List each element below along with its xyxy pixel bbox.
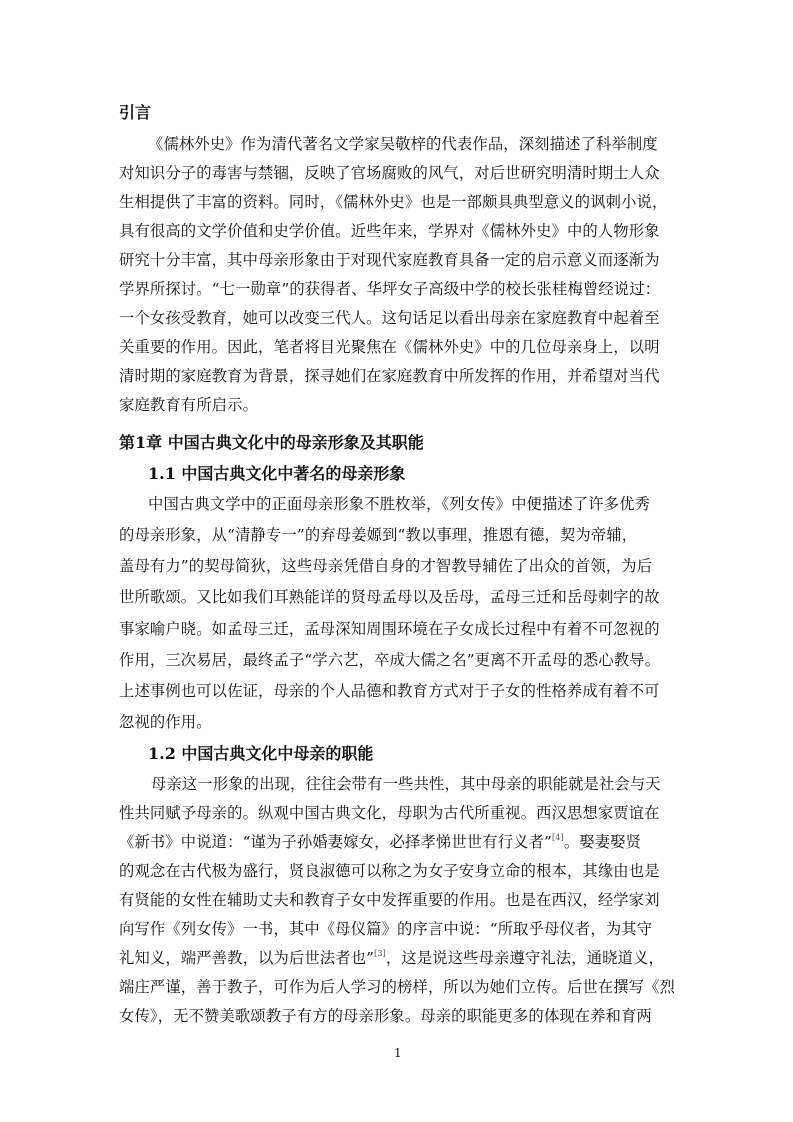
section1-line: 的母亲形象，从“清静专一”的弃母姜嫄到“教以事理，推恩有德，契为帝辅， [119,526,638,544]
intro-line: 清时期的家庭教育为背景，探寻她们在家庭教育中所发挥的作用，并希望对当代 [119,367,660,385]
section1-line: 上述事例也可以佐证，母亲的个人品德和教育方式对于子女的性格养成有着不可 [119,682,660,700]
section2-line-text: 礼知义，端严善教，以为后世法者也” [119,949,375,967]
intro-line: 学界所探讨。“七一勋章”的获得者、华坪女子高级中学的校长张桂梅曾经说过： [119,280,661,298]
intro-line: 对知识分子的毒害与禁锢，反映了官场腐败的风气，对后世研究明清时期士人众 [119,164,660,182]
section1-line: 作用，三次易居，最终孟子“学六艺，卒成大儒之名”更离不开孟母的悉心教导。 [119,651,661,669]
citation-ref: [3] [374,949,386,958]
section2-line: 端庄严谨，善于教子，可作为后人学习的榜样，所以为她们立传。后世在撰写《烈 [119,978,676,996]
section2-line [119,946,664,968]
section-heading: 1.1 中国古典文化中著名的母亲形象 [148,464,406,483]
section1-line: 事家喻户晓。如孟母三迁，孟母深知周围环境在子女成长过程中有着不可忽视的 [119,620,660,638]
intro-line: 关重要的作用。因此，笔者将目光聚焦在《儒林外史》中的几位母亲身上，以明 [119,338,660,356]
intro-line: 家庭教育有所启示。 [119,396,259,414]
intro-line: 生相提供了丰富的资料。同时，《儒林外史》也是一部颇具典型意义的讽刺小说， [119,193,668,211]
section2-line-tail: ，这是说这些母亲遵守礼法，通晓道义， [385,949,664,967]
section1-line: 中国古典文学中的正面母亲形象不胜枚举，《列女传》中便描述了许多优秀 [148,495,651,513]
section1-line: 盖母有力”的契母简狄，这些母亲凭借自身的才智教导辅佐了出众的首领，为后 [119,557,653,575]
section2-line: 有贤能的女性在辅助丈夫和教育子女中发挥重要的作用。也是在西汉，经学家刘 [119,891,660,909]
section1-line: 忽视的作用。 [119,713,212,731]
intro-line: 研究十分丰富，其中母亲形象由于对现代家庭教育具备一定的启示意义而逐渐为 [119,251,660,269]
chapter-heading: 第1章 中国古典文化中的母亲形象及其职能 [119,433,424,452]
section2-line [119,830,641,852]
section2-line: 性共同赋予母亲的。纵观中国古典文化，母职为古代所重视。西汉思想家贾谊在 [119,804,660,822]
page-number: 1 [394,1046,402,1060]
intro-line: 一个女孩受教育，她可以改变三代人。这句话足以看出母亲在家庭教育中起着至 [119,309,660,327]
section1-line: 世所歌颂。又比如我们耳熟能详的贤母孟母以及岳母，孟母三迁和岳母刺字的故 [119,588,660,606]
intro-heading: 引言 [119,103,152,122]
section2-line-tail: 。娶妻娶贤 [563,833,642,851]
section-heading: 1.2 中国古典文化中母亲的职能 [148,744,374,763]
section2-line: 母亲这一形象的出现，往往会带有一些共性，其中母亲的职能就是社会与天 [151,775,661,793]
section2-line: 向写作《列女传》一书，其中《母仪篇》的序言中说：“所取乎母仪者，为其守 [119,920,653,938]
intro-line: 具有很高的文学价值和史学价值。近些年来，学界对《儒林外史》中的人物形象 [119,222,660,240]
citation-ref: [4] [552,833,564,842]
section2-line: 女传》，无不赞美歌颂教子有方的母亲形象。母亲的职能更多的体现在养和育两 [119,1007,652,1025]
intro-line: 《儒林外史》作为清代著名文学家吴敬梓的代表作品，深刻描述了科举制度 [148,135,658,153]
section2-line-text: 《新书》中说道：“谨为子孙婚妻嫁女，必择孝悌世世有行义者” [119,833,553,851]
section2-line: 的观念在古代极为盛行，贤良淑德可以称之为女子安身立命的根本，其缘由也是 [119,862,660,880]
